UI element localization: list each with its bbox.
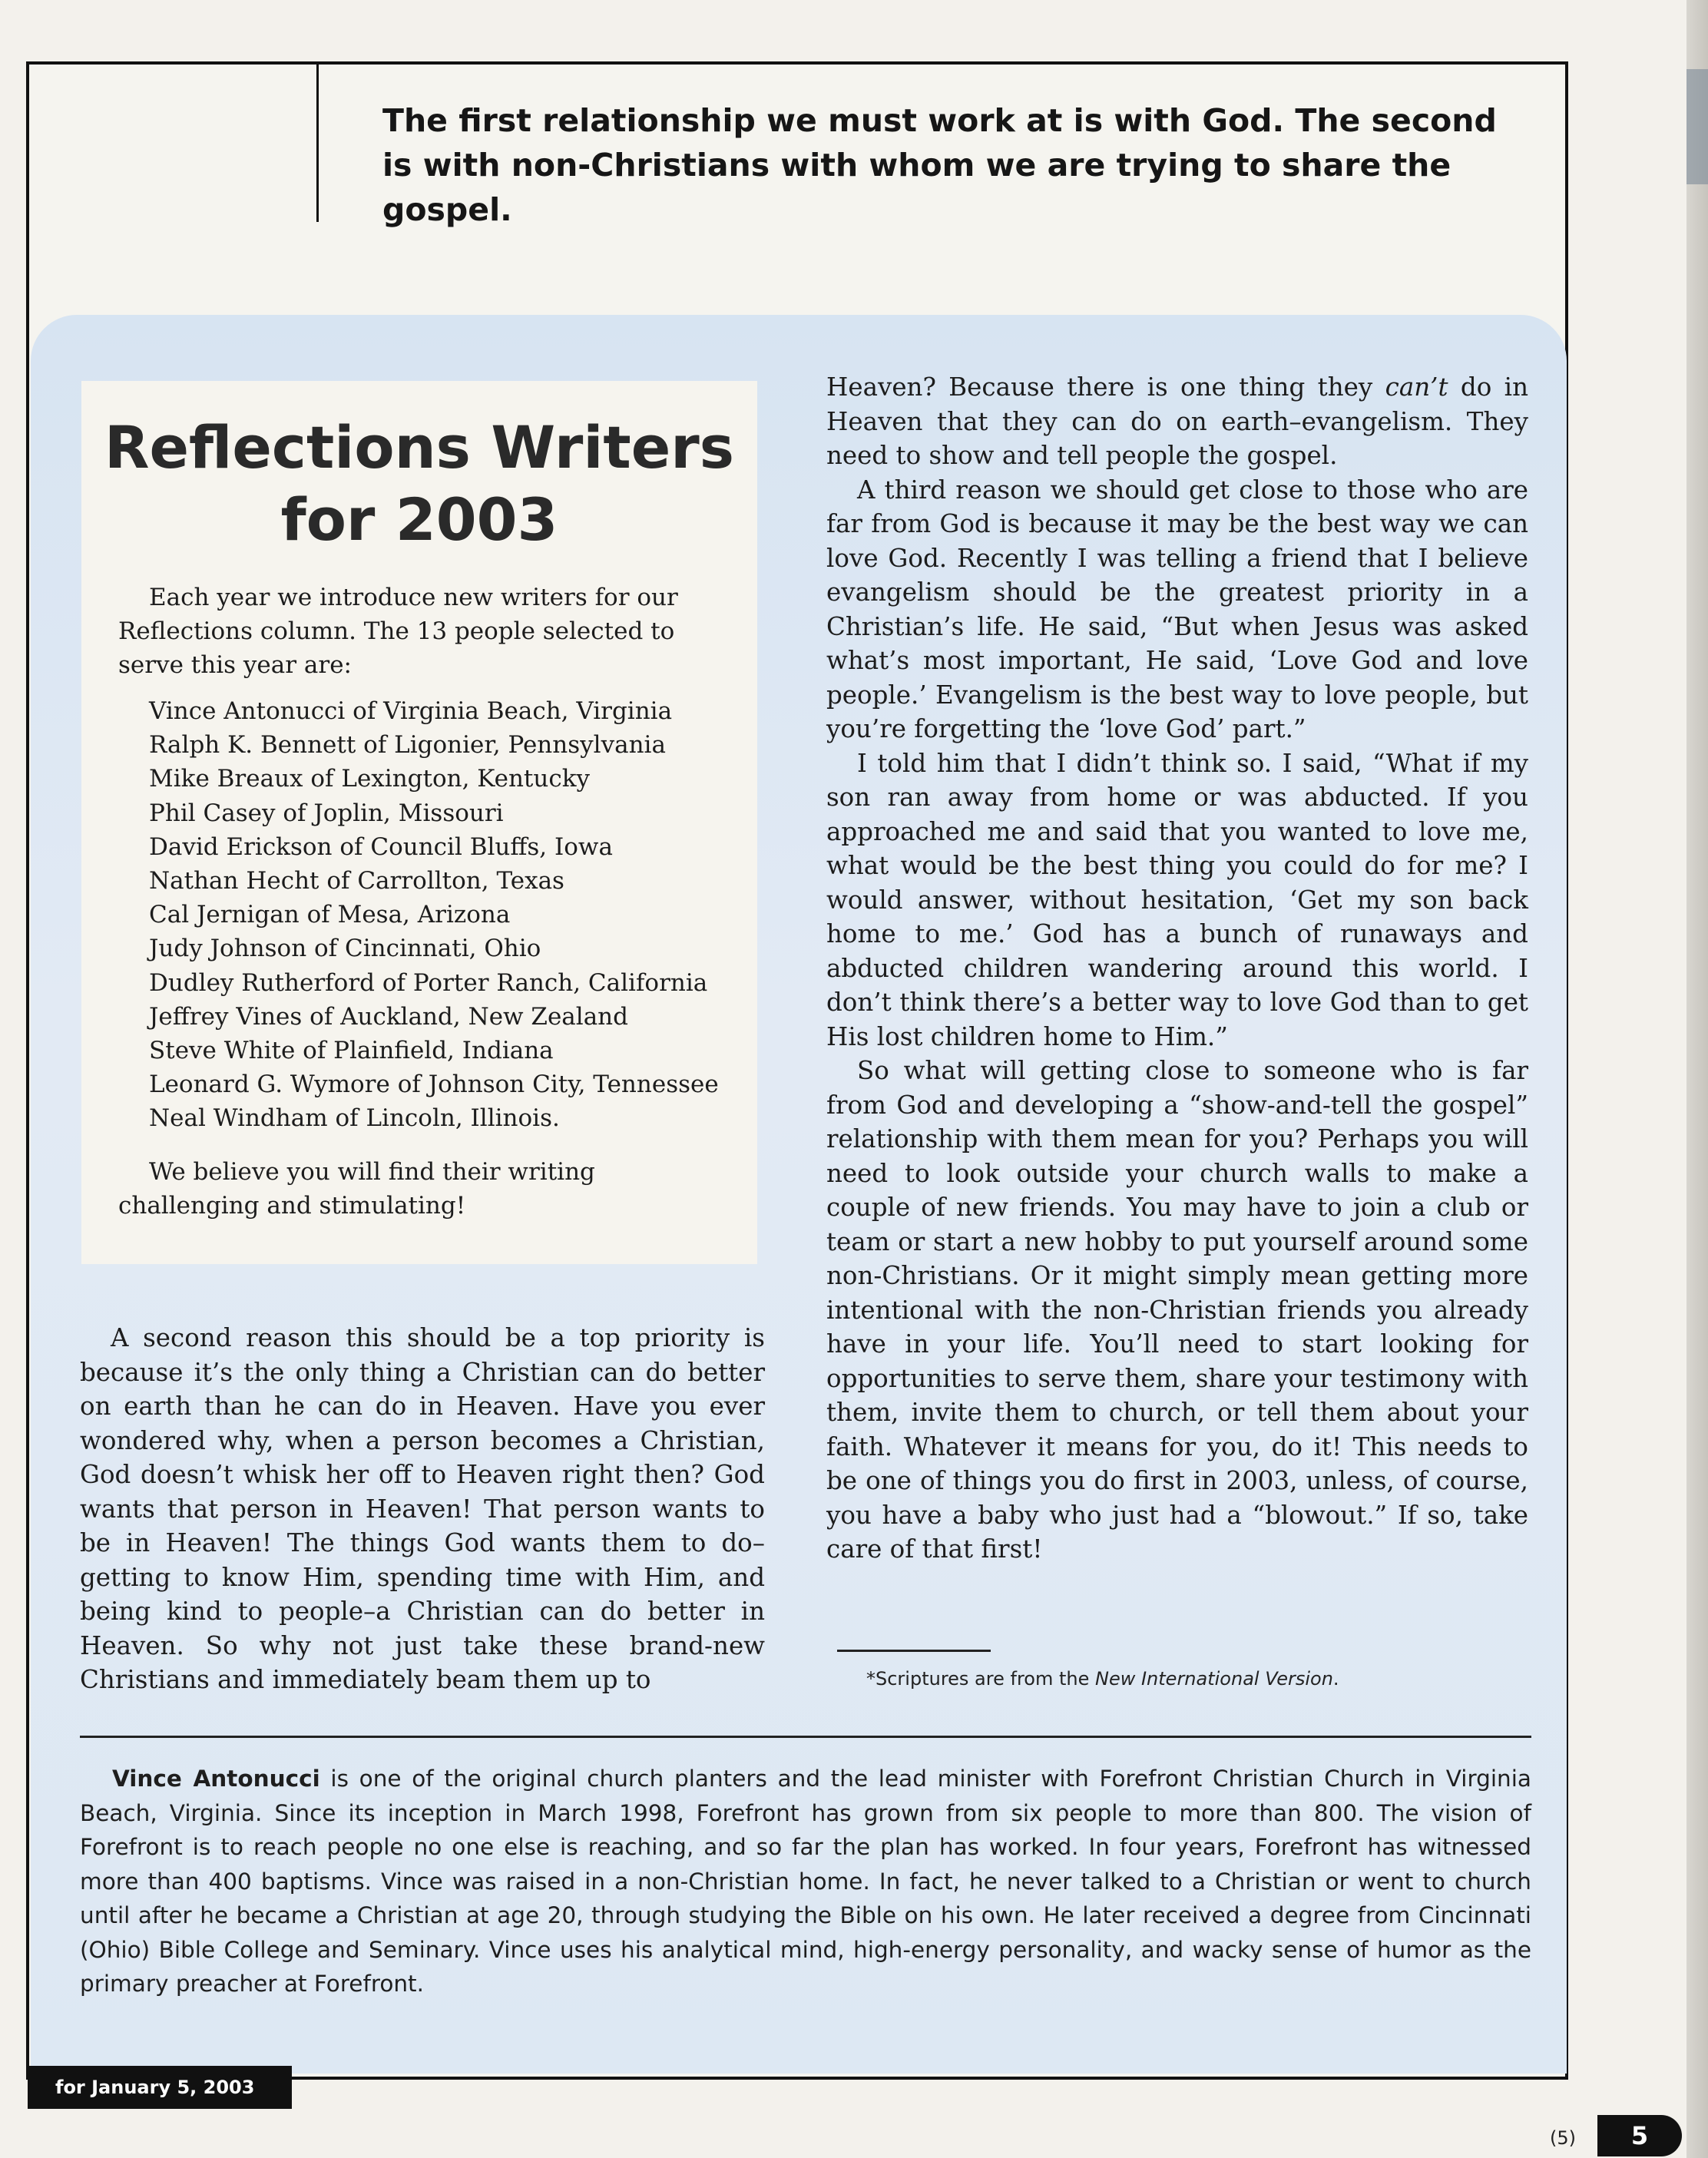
text-run: *Scriptures are from the — [866, 1668, 1095, 1690]
writer-item: Dudley Rutherford of Porter Ranch, California — [149, 968, 708, 997]
article-paragraph: A second reason this should be a top priority is because it’s the only thing a Christian can do better on earth than he can do in Heaven. Have you ever wondered why, when a person becomes a Christian, God doesn’t whisk her off to Heaven right then? God wants that person in Heaven! That person wants to be in Heaven! The things God wants them to do–getting to know Him, spending time with Him, and being kind to people–a Christian can do better in Heaven. So why not just take these brand-new Christians and immediately beam them up to — [80, 1323, 765, 1694]
article-paragraph: I told him that I didn’t think so. I said, “What if my son ran away from home or was abducted. If you approached me and said that you wanted to love me, what would be the best thing you could do for me? I would answer, without hesitation, ‘Get my son back home to me.’ God has a bunch of runaways and abducted children wandering around this world. I don’t think there’s a better way to love God than to get His lost children home to Him.” — [826, 748, 1528, 1051]
text-run: do in Heaven that they can do on earth–evangelism. They need to show and tell people the gospel. — [826, 372, 1529, 470]
sidebar-title-line1: Reflections Writers — [104, 413, 734, 482]
author-name: Vince Antonucci — [112, 1766, 320, 1792]
article-left-column — [80, 1321, 765, 1697]
writer-item: Ralph K. Bennett of Ligonier, Pennsylvania — [149, 731, 666, 760]
writer-item: Steve White of Plainfield, Indiana — [149, 1037, 554, 1065]
bio-text: is one of the original church planters and the lead minister with Forefront Christian Church in Virginia Beach, Virginia. Since its inception in March 1998, Forefront has grown from six people to more than 800. The vision of Forefront is to reach people no one else is reaching, and so far the plan has worked. In four years, Forefront has witnessed more than 400 baptisms. Vince was raised in a non-Christian home. In fact, he never talked to a Christian or went to church until after he became a Christian at age 20, through studying the Bible on his own. He later received a degree from Cincinnati (Ohio) Bible College and Seminary. Vince uses his analytical mind, high-energy personality, and wacky sense of humor as the primary preacher at Forefront. — [80, 1766, 1531, 1997]
issue-page-marker: (5) — [1550, 2127, 1576, 2149]
footnote-rule — [837, 1650, 991, 1652]
page-edge — [1686, 0, 1708, 2158]
emphasis: can’t — [1385, 372, 1448, 402]
writer-item: Neal Windham of Lincoln, Illinois. — [149, 1104, 560, 1133]
writer-item: Jeffrey Vines of Auckland, New Zealand — [149, 1002, 628, 1031]
footnote — [866, 1668, 1527, 1690]
sidebar-intro: Each year we introduce new writers for our Reflections column. The 13 people selected to serve this year are: — [118, 584, 678, 679]
sidebar-closing: We believe you will find their writing challenging and stimulating! — [118, 1158, 595, 1220]
writers-list — [149, 694, 748, 1136]
issue-date-tab: for January 5, 2003 — [28, 2066, 292, 2109]
article-paragraph — [826, 370, 1528, 473]
emphasis: New International Version — [1095, 1668, 1333, 1690]
writer-item: David Erickson of Council Bluffs, Iowa — [149, 832, 613, 861]
writers-sidebar — [81, 381, 757, 1264]
sidebar-title — [81, 412, 757, 556]
text-run: Heaven? Because there is one thing they — [826, 372, 1385, 402]
edge-mark — [1686, 69, 1708, 184]
article-paragraph: A third reason we should get close to those who are far from God is because it may be the best way we can love God. Recently I was telling a friend that I believe evangelism should be the greatest priority in a Christian’s life. He said, “But when Jesus was asked what’s most important, He said, ‘Love God and love people.’ Evangelism is the best way to love people, but you’re forgetting the ‘love God’ part.” — [826, 475, 1528, 743]
page-number-tab: 5 — [1597, 2115, 1682, 2156]
bio-rule — [80, 1736, 1531, 1738]
article-right-column — [826, 370, 1528, 1567]
writer-item: Vince Antonucci of Virginia Beach, Virginia — [149, 697, 673, 725]
pull-quote-divider — [316, 65, 319, 222]
sidebar-title-line2: for 2003 — [280, 485, 558, 554]
writer-item: Phil Casey of Joplin, Missouri — [149, 799, 504, 827]
writer-item: Judy Johnson of Cincinnati, Ohio — [149, 935, 541, 963]
text-run: . — [1332, 1668, 1339, 1690]
writer-item: Mike Breaux of Lexington, Kentucky — [149, 765, 591, 793]
pull-quote: The first relationship we must work at is with God. The second is with non-Christians with whom we are trying to share the gospel. — [382, 102, 1497, 228]
writer-item: Nathan Hecht of Carrollton, Texas — [149, 867, 564, 895]
author-bio — [80, 1762, 1531, 2001]
writer-item: Leonard G. Wymore of Johnson City, Tennessee — [149, 1071, 719, 1099]
article-paragraph: So what will getting close to someone who is far from God and developing a “show-and-tell the gospel” relationship with them mean for you? Perhaps you will need to look outside your church walls to make a couple of new friends. You may have to join a club or team or start a new hobby to put yourself around some non-Christians. Or it might simply mean getting more intentional with the non-Christian friends you already have in your life. You’ll need to start looking for opportunities to serve them, share your testimony with them, invite them to church, or tell them about your faith. Whatever it means for you, do it! This needs to be one of things you do first in 2003, unless, of course, you have a baby who just had a “blowout.” If so, take care of that first! — [826, 1056, 1528, 1564]
writer-item: Cal Jernigan of Mesa, Arizona — [149, 901, 511, 929]
